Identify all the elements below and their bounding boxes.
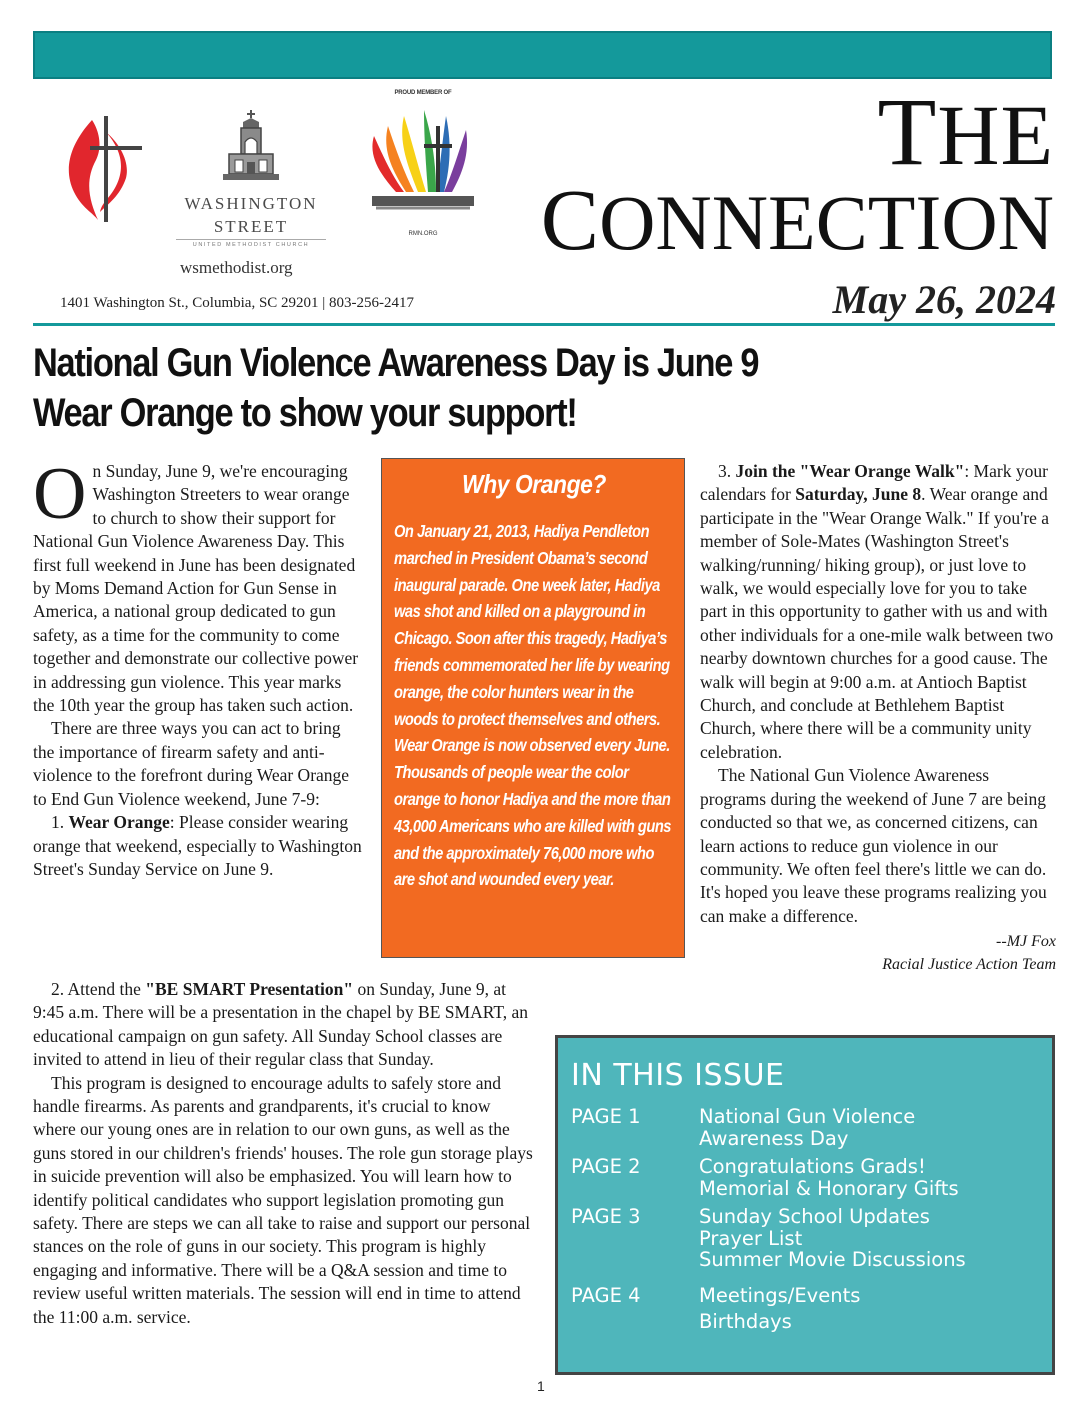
ws-subtitle: UNITED METHODIST CHURCH (176, 239, 326, 248)
title-connection: CONNECTION (540, 171, 1054, 268)
p4-bold: "BE SMART Presentation" (145, 979, 354, 999)
header-band (33, 31, 1052, 79)
p6-bold-1: Join the "Wear Orange Walk" (735, 461, 965, 481)
ws-name-line2: STREET (213, 217, 289, 236)
issue-list (571, 1106, 1038, 1333)
why-orange-box (381, 458, 685, 958)
p3-prefix: 1. (51, 812, 69, 833)
rainbow-flame-icon (366, 96, 480, 224)
ws-name-line1: WASHINGTON (184, 194, 318, 213)
issue-item[interactable]: Birthdays (699, 1310, 792, 1333)
article-column-1-continued (33, 978, 533, 1329)
newsletter-title (540, 78, 1054, 268)
cross-and-flame-logo (62, 112, 148, 228)
article-paragraph-4 (33, 978, 533, 1072)
p6-bold-2: Saturday, June 8 (795, 484, 922, 505)
headline (33, 338, 1031, 438)
header-rule (33, 323, 1055, 326)
article-column-1 (33, 453, 365, 881)
p3-bold: Wear Orange (68, 812, 170, 833)
p6-mid: : Mark your calendars for (700, 461, 1048, 505)
issue-items (699, 1285, 860, 1333)
headline-line2: Wear Orange to show your support! (33, 391, 577, 435)
church-address: 1401 Washington St., Columbia, SC 29201 | 803-256-2417 (60, 295, 415, 311)
issue-row (571, 1285, 1038, 1333)
issue-row (571, 1106, 1038, 1149)
issue-items (699, 1206, 966, 1271)
drop-cap: O (33, 453, 87, 535)
issue-item[interactable]: Awareness Day (699, 1126, 849, 1150)
signature-name: --MJ Fox (996, 933, 1056, 951)
issue-items (699, 1156, 959, 1199)
article-paragraph-7: The National Gun Violence Awareness programs during the weekend of June 7 are being conducted so that we, as concerned citizens, can learn actions to reduce gun violence in our community. We often feel there's little we can do. It's hoped you leave these programs realizing you can make a difference. (700, 765, 1047, 926)
article-paragraph-3 (33, 811, 365, 881)
issue-item[interactable]: Sunday School Updates (699, 1205, 930, 1228)
issue-item[interactable]: Prayer List (699, 1226, 803, 1250)
headline-line1: National Gun Violence Awareness Day is June 9 (33, 341, 759, 385)
article-paragraph-1 (33, 453, 365, 717)
in-this-issue-box (555, 1035, 1055, 1375)
article-paragraph-2: There are three ways you can act to bring the importance of firearm safety and anti-violence to the forefront during Wear Orange to End Gun Violence weekend, June 7-9: (33, 718, 350, 809)
why-orange-text: On January 21, 2013, Hadiya Pendleton marched in President Obama’s second inaugural parade. One week later, Hadiya was shot and killed on a playground in Chicago. Soon after this tragedy, Hadiya’s friends commemorated her life by wearing orange, the color hunters wear in the woods to protect themselves and others. Wear Orange is now observed every June. Thousands of people wear the color orange to honor Hadiya and the more than 43,000 Americans who are killed with guns and the approximately 76,000 more who are shot and wounded every year. (394, 521, 671, 890)
p4-rest: on Sunday, June 9, at 9:45 a.m. There will be a presentation in the chapel by BE SMART, an educational campaign on gun safety. All Sunday School classes are invited to attend in lieu of their regular class that Sunday. (33, 979, 528, 1070)
signature (700, 930, 1056, 976)
issue-page-label: PAGE 4 (571, 1283, 641, 1307)
article-paragraph-5: This program is designed to encourage adults to safely store and handle firearms. As parents and grandparents, it's crucial to know where our young ones are in relation to our own guns, as well as the guns stored in our children's friends' houses. The role gun storage plays in suicide prevention will also be emphasized. You will learn how to identify political candidates who support legislation promoting gun safety. There are steps we can all take to raise and support our personal stances on the role of guns in our society. This program is highly engaging and informative. There will be a Q&A session and time to review useful written materials. The session will end in time to attend the 11:00 a.m. service. (33, 1072, 533, 1327)
p3-rest: : Please consider wearing orange that weekend, especially to Washington Street's Sunday Service on June 9. (33, 812, 362, 879)
p4-prefix: 2. Attend the (51, 979, 146, 999)
issue-page-label: PAGE 1 (571, 1105, 641, 1128)
issue-item[interactable]: Summer Movie Discussions (699, 1248, 966, 1271)
title-the: THE (877, 78, 1054, 185)
signature-team: Racial Justice Action Team (882, 956, 1056, 974)
issue-item[interactable]: Memorial & Honorary Gifts (699, 1176, 959, 1200)
page-number: 1 (537, 1378, 545, 1394)
paragraph-1-text: n Sunday, June 9, we're encouraging Washington Streeters to wear orange to church to show their support for National Gun Violence Awareness Day. This first full weekend in June has been designated by Moms Demand Action for Gun Sense in America, a national group dedicated to gun safety, as a time for the community to come together and demonstrate our collective power in addressing gun violence. This year marks the 10th year the group has taken such action. (33, 461, 359, 716)
rmn-proud-member: PROUD MEMBER OF (394, 90, 452, 96)
washington-street-logo (168, 108, 334, 260)
p6-prefix: 3. (718, 461, 736, 481)
issue-row (571, 1156, 1038, 1199)
issue-row (571, 1206, 1038, 1271)
issue-date: May 26, 2024 (832, 277, 1056, 322)
website-url[interactable]: wsmethodist.org (180, 258, 293, 277)
issue-item[interactable]: Meetings/Events (699, 1283, 861, 1307)
rmn-logo (366, 90, 480, 250)
church-steeple-icon (221, 108, 281, 190)
issue-page-label: PAGE 2 (571, 1155, 641, 1178)
issue-item[interactable]: Congratulations Grads! (699, 1155, 926, 1178)
issue-item[interactable]: National Gun Violence (699, 1105, 916, 1128)
p6-rest: . Wear orange and participate in the "Wear Orange Walk." If you're a member of Sole-Mates (Washington Street's walking/running/ hiking group), or just love to walk, we would especially love for you to take part in this opportunity to gather with us and with other individuals for a one-mile walk between two nearby downtown churches for a good cause. The walk will begin at 9:00 a.m. at Antioch Baptist Church, and conclude at Bethlehem Baptist Church, where there will be a community unity celebration. (700, 484, 1054, 762)
article-column-3 (700, 460, 1056, 976)
rmn-url: RMN.ORG (408, 231, 438, 237)
why-orange-title: Why Orange? (462, 469, 606, 499)
issue-items (699, 1106, 915, 1149)
in-this-issue-title: IN THIS ISSUE (571, 1058, 785, 1093)
article-paragraph-6 (700, 460, 1056, 764)
issue-page-label: PAGE 3 (571, 1205, 641, 1228)
